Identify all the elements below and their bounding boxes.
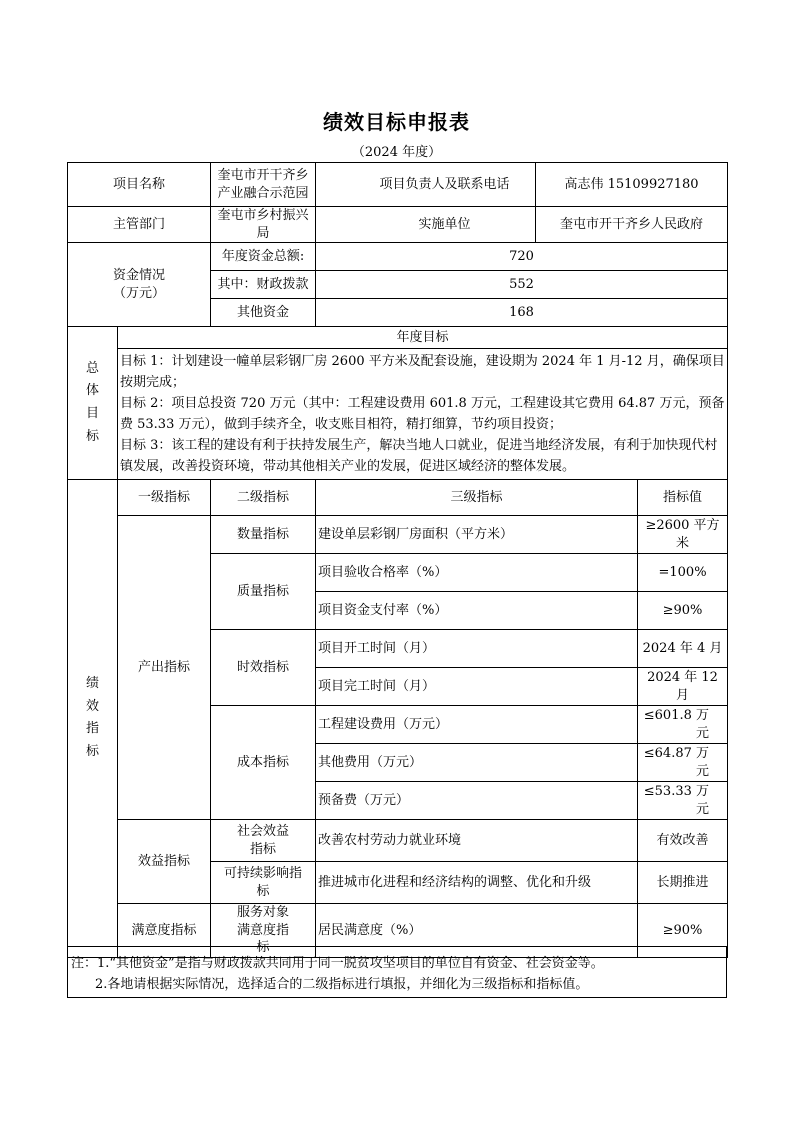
level3-name: 改善农村劳动力就业环境 (316, 820, 638, 862)
header-level2: 二级指标 (211, 480, 316, 516)
time-indicator-label: 时效指标 (211, 630, 316, 706)
note-line-1: 注：1.“其他资金”是指与财政拨款共同用于同一脱贫攻坚项目的单位自有资金、社会资金等。 (71, 956, 604, 971)
level3-value: 有效改善 (638, 820, 728, 862)
header-value: 指标值 (638, 480, 728, 516)
level3-value: ≥90% (638, 592, 728, 630)
funds-total-value: 720 (316, 243, 728, 271)
note-line-2: 2.各地请根据实际情况，选择适合的二级指标进行填报，并细化为三级指标和指标值。 (95, 977, 589, 992)
annual-goal-content (118, 349, 728, 480)
dept-value: 奎屯市乡村振兴局 (211, 207, 316, 243)
funds-other-value: 168 (316, 299, 728, 327)
level3-name: 居民满意度（%） (316, 904, 638, 958)
level3-value: ≥90% (638, 904, 728, 958)
funds-fiscal-label: 其中：财政拨款 (211, 271, 316, 299)
notes (67, 946, 727, 998)
goal-2: 目标 2：项目总投资 720 万元（其中：工程建设费用 601.8 万元，工程建设其它费用 64.87 万元，预备费 53.33 万元），做到手续齐全，收支账目相符，精打细算，节约项目投资； (120, 396, 725, 433)
level3-value: ≥2600 平方米 (638, 516, 728, 554)
goal-3: 目标 3：该工程的建设有利于扶持发展生产，解决当地人口就业，促进当地经济发展，有利于加快现代村镇发展，改善投资环境，带动其他相关产业的发展，促进区域经济的整体发展。 (120, 438, 718, 475)
level3-name: 工程建设费用（万元） (316, 706, 638, 744)
header-level1: 一级指标 (118, 480, 211, 516)
level3-value: 2024 年 12 月 (638, 668, 728, 706)
goal-1: 目标 1：计划建设一幢单层彩钢厂房 2600 平方米及配套设施，建设期为 2024 年 1 月-12 月，确保项目按期完成； (120, 354, 725, 391)
dept-label: 主管部门 (68, 207, 211, 243)
level3-value: ≤53.33 万元 (638, 782, 728, 820)
funds-other-label: 其他资金 (211, 299, 316, 327)
cost-indicator-label: 成本指标 (211, 706, 316, 820)
satisfaction-indicator-label: 满意度指标 (118, 904, 211, 958)
benefit-indicator-label: 效益指标 (118, 820, 211, 904)
funds-total-label: 年度资金总额: (211, 243, 316, 271)
sustain-indicator-label: 可持续影响指标 (211, 862, 316, 904)
overall-goal-label (68, 327, 118, 480)
level3-name: 推进城市化进程和经济结构的调整、优化和升级 (316, 862, 638, 904)
overall-goal-label-text: 总体目标 (85, 360, 99, 444)
level3-name: 项目验收合格率（%） (316, 554, 638, 592)
annual-goal-header: 年度目标 (118, 327, 728, 349)
performance-goal-table (67, 162, 728, 958)
quantity-indicator-label: 数量指标 (211, 516, 316, 554)
quality-indicator-label: 质量指标 (211, 554, 316, 630)
level3-name: 项目开工时间（月） (316, 630, 638, 668)
level3-name: 其他费用（万元） (316, 744, 638, 782)
project-name-label: 项目名称 (68, 163, 211, 207)
level3-name: 项目资金支付率（%） (316, 592, 638, 630)
responsible-label: 项目负责人及联系电话 (316, 163, 536, 207)
project-name-value: 奎屯市开干齐乡产业融合示范园 (211, 163, 316, 207)
level3-name: 项目完工时间（月） (316, 668, 638, 706)
level3-value: ≤64.87 万元 (638, 744, 728, 782)
service-indicator-label: 服务对象满意度指标 (211, 904, 316, 958)
impl-value: 奎屯市开干齐乡人民政府 (536, 207, 728, 243)
impl-label: 实施单位 (316, 207, 536, 243)
responsible-value: 高志伟 15109927180 (536, 163, 728, 207)
funds-fiscal-value: 552 (316, 271, 728, 299)
output-indicator-label: 产出指标 (118, 516, 211, 820)
level3-value: ≤601.8 万元 (638, 706, 728, 744)
level3-name: 建设单层彩钢厂房面积（平方米） (316, 516, 638, 554)
page-title: 绩效目标申报表 (323, 110, 470, 134)
level3-value: 长期推进 (638, 862, 728, 904)
indicators-label (68, 480, 118, 958)
social-indicator-label: 社会效益指标 (211, 820, 316, 862)
indicators-label-text: 绩效指标 (85, 675, 99, 760)
level3-name: 预备费（万元） (316, 782, 638, 820)
level3-value: =100% (638, 554, 728, 592)
header-level3: 三级指标 (316, 480, 638, 516)
funds-label: 资金情况（万元） (68, 243, 211, 327)
level3-value: 2024 年 4 月 (638, 630, 728, 668)
page-subtitle: （2024 年度） (351, 145, 442, 160)
